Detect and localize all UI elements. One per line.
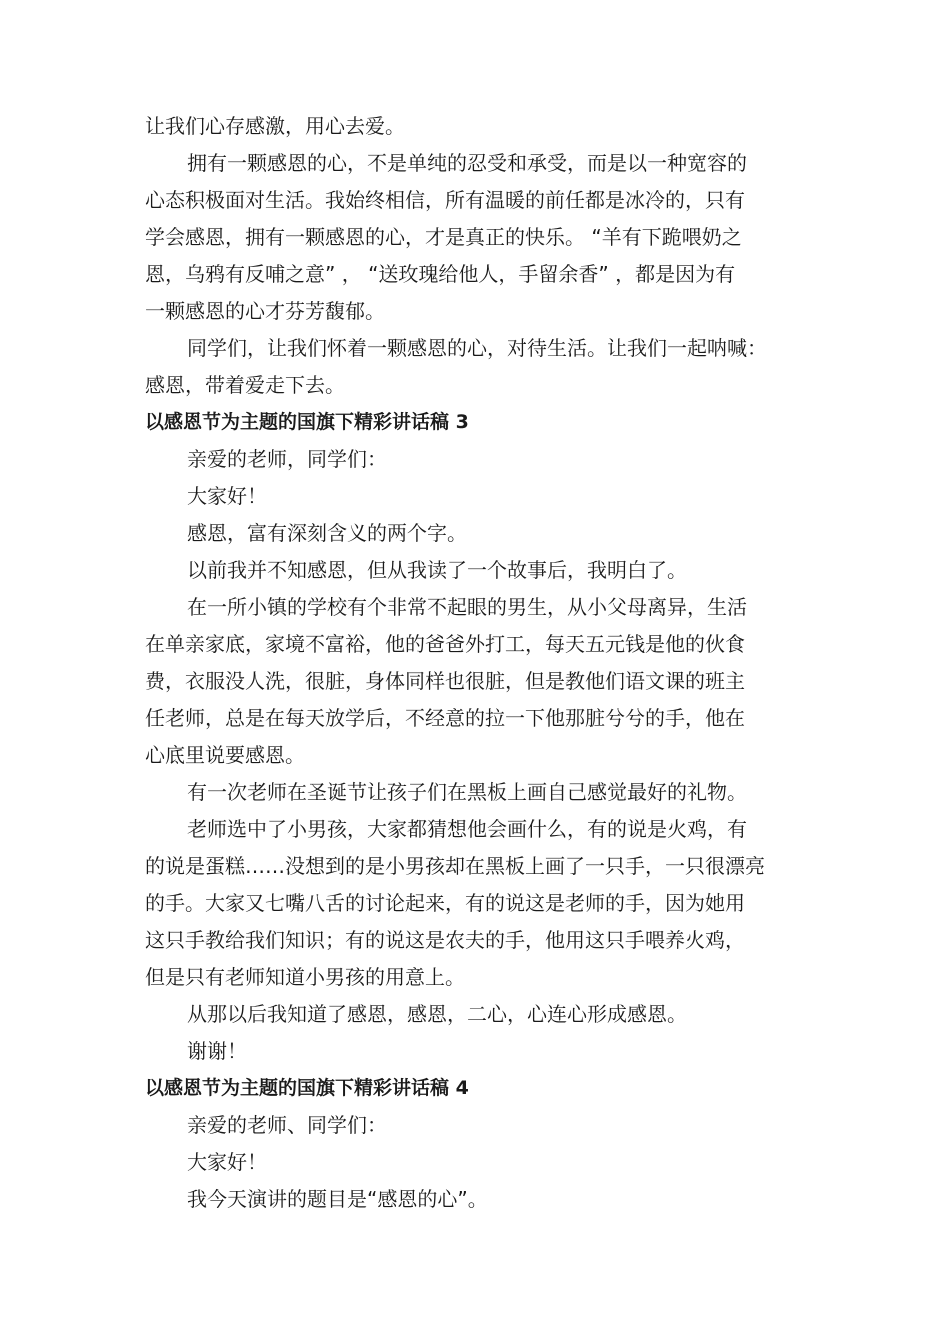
paragraph-line: 一颗感恩的心才芬芳馥郁。 [145, 299, 385, 323]
paragraph-line: 学会感恩，拥有一颗感恩的心，才是真正的快乐。 “羊有下跪喂奶之 [145, 225, 742, 249]
paragraph-line: 亲爱的老师、同学们： [187, 1113, 387, 1137]
paragraph-line: 的说是蛋糕……没想到的是小男孩却在黑板上画了一只手，一只很漂亮 [145, 854, 765, 878]
paragraph-line: 恩，乌鸦有反哺之意” ， “送玫瑰给他人，手留余香” ，都是因为有 [145, 262, 736, 286]
paragraph-line: 老师选中了小男孩，大家都猜想他会画什么，有的说是火鸡，有 [187, 817, 747, 841]
paragraph [145, 589, 815, 774]
paragraph-line: 同学们，让我们怀着一颗感恩的心，对待生活。让我们一起呐喊： [187, 336, 767, 360]
paragraph-line: 谢谢！ [187, 1039, 247, 1063]
paragraph-line: 大家好！ [187, 484, 267, 508]
section-heading [145, 404, 815, 441]
heading-text: 以感恩节为主题的国旗下精彩讲话稿 4 [145, 1077, 469, 1099]
paragraph [145, 996, 815, 1033]
document-body [145, 108, 815, 1218]
paragraph [145, 811, 815, 996]
paragraph-line: 但是只有老师知道小男孩的用意上。 [145, 965, 465, 989]
paragraph-line: 这只手教给我们知识；有的说这是农夫的手，他用这只手喂养火鸡， [145, 928, 745, 952]
paragraph [145, 145, 815, 330]
paragraph-line: 亲爱的老师，同学们： [187, 447, 387, 471]
paragraph-line: 在一所小镇的学校有个非常不起眼的男生，从小父母离异，生活 [187, 595, 747, 619]
paragraph-line: 大家好！ [187, 1150, 267, 1174]
paragraph-line: 我今天演讲的题目是“感恩的心”。 [187, 1187, 488, 1211]
paragraph-line: 心态积极面对生活。我始终相信，所有温暖的前任都是冰冷的，只有 [145, 188, 745, 212]
paragraph-line: 费，衣服没人洗，很脏，身体同样也很脏，但是教他们语文课的班主 [145, 669, 745, 693]
paragraph [145, 552, 815, 589]
paragraph [145, 774, 815, 811]
paragraph-line: 心底里说要感恩。 [145, 743, 305, 767]
section-heading [145, 1070, 815, 1107]
paragraph [145, 1033, 815, 1070]
paragraph [145, 1144, 815, 1181]
paragraph-line: 感恩，富有深刻含义的两个字。 [187, 521, 467, 545]
paragraph-line: 拥有一颗感恩的心，不是单纯的忍受和承受，而是以一种宽容的 [187, 151, 747, 175]
paragraph [145, 1107, 815, 1144]
paragraph-line: 从那以后我知道了感恩，感恩，二心，心连心形成感恩。 [187, 1002, 687, 1026]
paragraph-line: 在单亲家底，家境不富裕，他的爸爸外打工，每天五元钱是他的伙食 [145, 632, 745, 656]
paragraph-line: 任老师，总是在每天放学后，不经意的拉一下他那脏兮兮的手，他在 [145, 706, 745, 730]
paragraph [145, 330, 815, 404]
paragraph [145, 515, 815, 552]
paragraph [145, 441, 815, 478]
paragraph-line: 有一次老师在圣诞节让孩子们在黑板上画自己感觉最好的礼物。 [187, 780, 747, 804]
paragraph [145, 1181, 815, 1218]
paragraph [145, 478, 815, 515]
paragraph [145, 108, 815, 145]
paragraph-line: 让我们心存感激，用心去爱。 [145, 114, 405, 138]
paragraph-line: 感恩，带着爱走下去。 [145, 373, 345, 397]
paragraph-line: 以前我并不知感恩，但从我读了一个故事后，我明白了。 [187, 558, 687, 582]
heading-text: 以感恩节为主题的国旗下精彩讲话稿 3 [145, 411, 469, 433]
paragraph-line: 的手。大家又七嘴八舌的讨论起来，有的说这是老师的手，因为她用 [145, 891, 745, 915]
